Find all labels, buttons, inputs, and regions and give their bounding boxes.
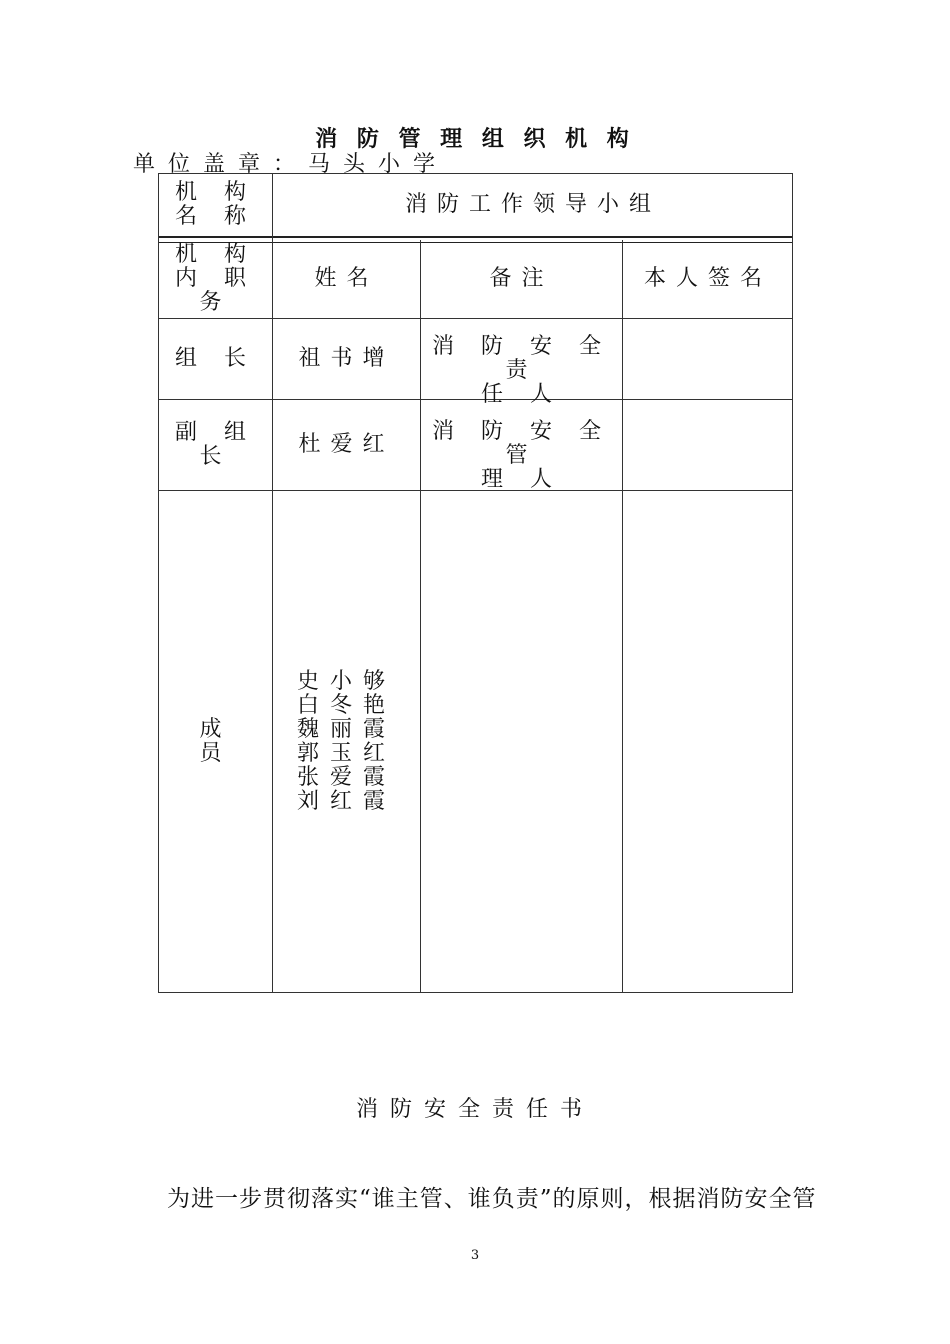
member-names: 史小够 白冬艳 魏丽霞 郭玉红 张爱霞 刘红霞 [296,668,396,814]
org-name-value: 消防工作领导小组 [404,192,661,217]
duty-members: 成 员 [199,716,232,766]
document-title: 消 防 管 理 组 织 机 构 [315,126,635,152]
header-name: 姓名 [314,266,379,291]
fire-management-table [158,173,793,993]
page-number: 3 [470,1248,480,1263]
header-remark: 备注 [489,266,554,291]
signature-leader [623,319,793,399]
section-title: 消防安全责任书 [355,1097,594,1122]
signature-members [623,491,793,992]
signature-deputy [623,400,793,490]
header-signature: 本人签名 [643,266,772,291]
name-deputy: 杜爱红 [298,432,395,457]
duty-leader: 组 长 [175,346,256,371]
remark-members [421,491,622,992]
name-leader: 祖书增 [298,346,395,371]
body-paragraph: 为进一步贯彻落实“谁主管、谁负责”的原则，根据消防安全管 [167,1186,817,1212]
org-name-label: 机 构 名 称 [175,180,256,229]
remark-leader: 消 防 安 全 责 任 人 [432,334,611,407]
remark-deputy: 消 防 安 全 管 理 人 [432,419,611,492]
unit-seal-line: 单位盖章：马头小学 [133,152,449,177]
header-duty: 机 构 内 职 务 [175,242,256,315]
duty-deputy: 副 组 长 [175,420,256,469]
